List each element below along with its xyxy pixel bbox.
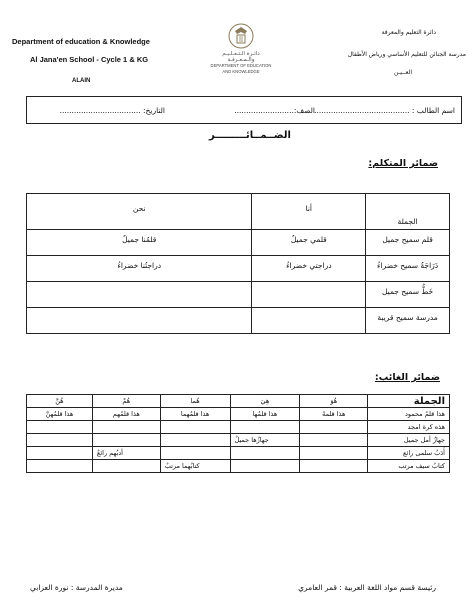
sentence-cell: كتابُ سيف مرتب xyxy=(368,460,450,473)
sentence-cell: هذه كرة امجد xyxy=(368,421,450,434)
worksheet-title: الضــمــائـــــــــر xyxy=(209,130,291,141)
answer-cell[interactable] xyxy=(252,282,366,308)
class-field[interactable]: الصف:......................... xyxy=(234,105,315,115)
sentence-cell: أَدَبُ سلمى رائع xyxy=(368,447,450,460)
answer-cell[interactable] xyxy=(27,421,93,434)
answer-cell[interactable] xyxy=(27,447,93,460)
answer-cell[interactable]: دراجتُنا خضراءُ xyxy=(27,256,252,282)
table-row xyxy=(27,256,450,282)
answer-cell[interactable]: أدبُهم رائعٌ xyxy=(92,447,160,460)
answer-cell[interactable] xyxy=(92,421,160,434)
answer-cell[interactable] xyxy=(252,308,366,334)
answer-cell[interactable] xyxy=(300,434,368,447)
answer-cell[interactable]: هذا قلمُها xyxy=(230,408,300,421)
table-row xyxy=(27,282,450,308)
sentence-cell: مدرسة سميح قريبة xyxy=(366,308,450,334)
school-name-arabic: مدرسة الجنائن للتعليم الأساسي ورياض الأطفال xyxy=(347,51,466,58)
answer-cell[interactable] xyxy=(92,460,160,473)
table-row xyxy=(27,230,450,256)
answer-cell[interactable]: هذا قلمهُ xyxy=(300,408,368,421)
column-header-sentence: الجملة xyxy=(368,395,450,408)
department-name-arabic: دائرة التعليم والمعرفة xyxy=(381,29,436,36)
sentence-cell: قلم سميح جميل xyxy=(366,230,450,256)
department-name: Department of education & Knowledge xyxy=(12,37,150,46)
answer-cell[interactable] xyxy=(300,421,368,434)
answer-cell[interactable] xyxy=(300,447,368,460)
column-header-huma: هُما xyxy=(160,395,230,408)
adek-logo xyxy=(210,22,272,75)
column-header-hiya: هِيَ xyxy=(230,395,300,408)
school-name: Al Jana'en School - Cycle 1 & KG xyxy=(30,55,149,64)
answer-cell[interactable] xyxy=(230,460,300,473)
answer-cell[interactable]: هذا قلمُهم xyxy=(92,408,160,421)
table-header-row xyxy=(27,194,450,230)
table-header-row xyxy=(27,395,450,408)
table-row xyxy=(27,421,450,434)
answer-cell[interactable] xyxy=(160,447,230,460)
answer-cell[interactable] xyxy=(92,434,160,447)
sentence-cell: هذا قلمُ محمود xyxy=(368,408,450,421)
table-row xyxy=(27,460,450,473)
table-row xyxy=(27,308,450,334)
answer-cell[interactable] xyxy=(27,282,252,308)
answer-cell[interactable]: قلمي جميلٌ xyxy=(252,230,366,256)
answer-cell[interactable] xyxy=(160,434,230,447)
city-name: ALAIN xyxy=(72,78,91,84)
column-header-sentence: الجملة xyxy=(366,194,450,230)
sentence-cell: جهازُ أمل جميل xyxy=(368,434,450,447)
answer-cell[interactable] xyxy=(300,460,368,473)
answer-cell[interactable] xyxy=(230,421,300,434)
answer-cell[interactable]: كتابُهما مرتبٌ xyxy=(160,460,230,473)
answer-cell[interactable] xyxy=(230,447,300,460)
arabic-dept-head-signature: رئيسة قسم مواد اللغة العربية : قمر العامري xyxy=(298,583,436,592)
first-person-heading: ضمائر المتكلم: xyxy=(368,158,438,169)
third-person-heading: ضمائر الغائب: xyxy=(374,372,440,383)
answer-cell[interactable] xyxy=(27,308,252,334)
column-header-hunna: هُنَّ xyxy=(27,395,93,408)
column-header-nahnu: نحن xyxy=(27,194,252,230)
falcon-emblem-icon xyxy=(228,22,254,50)
answer-cell[interactable]: هذا قلمُهما xyxy=(160,408,230,421)
third-person-table xyxy=(26,394,450,473)
column-header-hum: هُمْ xyxy=(92,395,160,408)
table-row xyxy=(27,434,450,447)
sentence-cell: دَرَاجَةُ سميح خضراءُ xyxy=(366,256,450,282)
column-header-huwa: هُوَ xyxy=(300,395,368,408)
column-header-ana: أنا xyxy=(252,194,366,230)
logo-arabic-text: دائـرة الـتـعـلـيـم والـمـعـرفـة xyxy=(222,51,260,63)
answer-cell[interactable] xyxy=(160,421,230,434)
answer-cell[interactable]: قلمُنا جميلٌ xyxy=(27,230,252,256)
date-field[interactable]: التاريخ: .................................. xyxy=(59,105,165,115)
student-info-box xyxy=(26,96,462,124)
table-row xyxy=(27,447,450,460)
answer-cell[interactable]: هذا قلمُهنَّ xyxy=(27,408,93,421)
logo-english-text-1: DEPARTMENT OF EDUCATION xyxy=(210,63,272,68)
answer-cell[interactable]: دراجتي خضراءُ xyxy=(252,256,366,282)
answer-cell[interactable] xyxy=(27,434,93,447)
answer-cell[interactable] xyxy=(27,460,93,473)
table-row xyxy=(27,408,450,421)
student-name-field[interactable]: اسم الطالب : ........................................ xyxy=(314,105,455,115)
city-name-arabic: العــيـن xyxy=(393,69,412,76)
sentence-cell: خَطُّ سميح جميل xyxy=(366,282,450,308)
principal-signature: مديرة المدرسة : نورة العزابي xyxy=(30,583,123,592)
first-person-table xyxy=(26,193,450,334)
answer-cell[interactable]: جهازُها جميلٌ xyxy=(230,434,300,447)
logo-english-text-2: AND KNOWLEDGE xyxy=(222,68,260,74)
